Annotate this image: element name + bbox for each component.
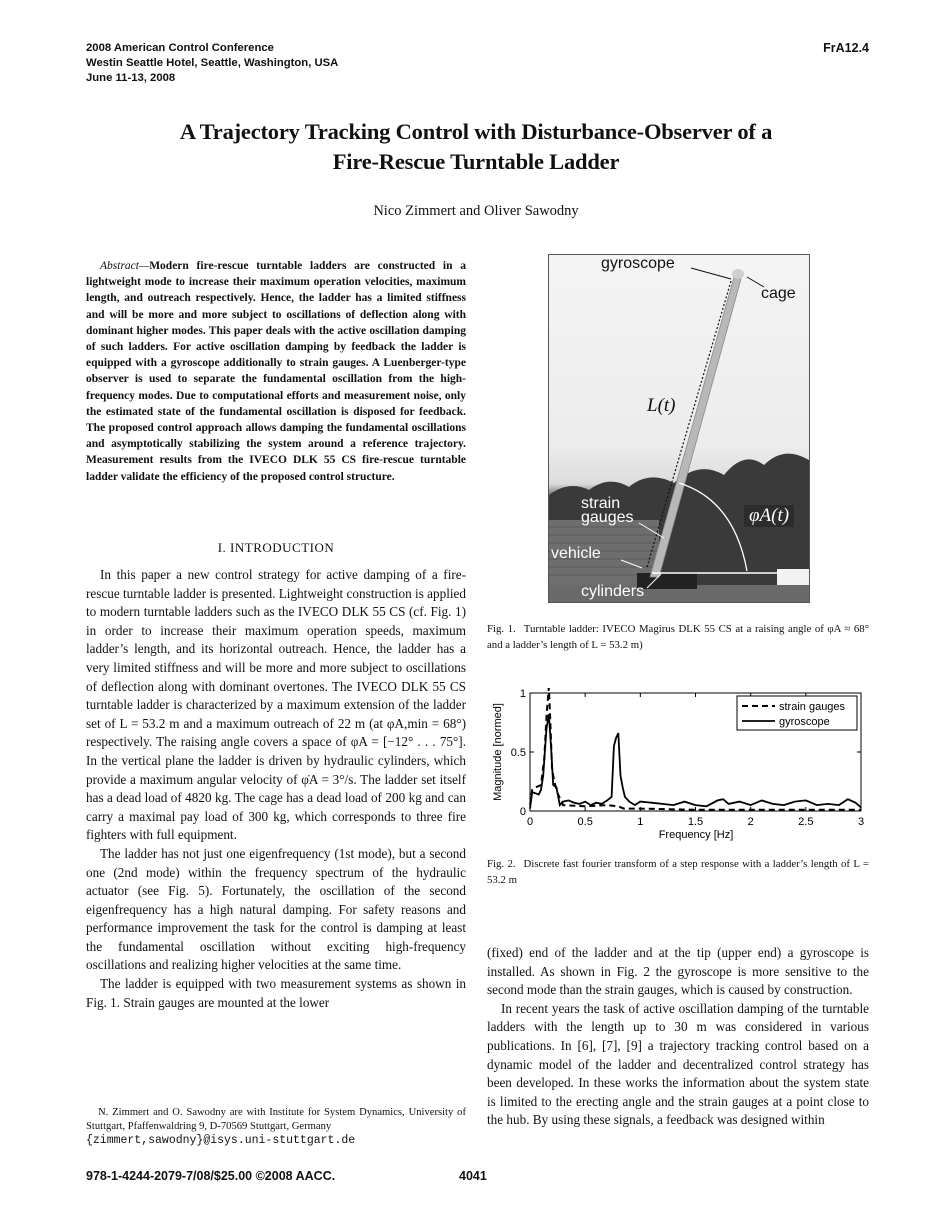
svg-text:1: 1 bbox=[519, 688, 526, 700]
paragraph: In recent years the task of active oscillation damping of the turntable ladders with the length up to 30 m was considered in various publications. In [6], [7], [9] a trajectory tracking control based on a dynamic model of the ladder and decentralized control strategy has been developed. In these works the information about the system state is limited to the erecting angle and the strain gauges at a point close to the hub. By using these signals, a feedback was designed within bbox=[487, 1000, 869, 1128]
legend bbox=[737, 696, 857, 730]
svg-text:1.5: 1.5 bbox=[687, 816, 704, 828]
right-column-body bbox=[487, 944, 869, 1130]
figure-1-caption-text: Turntable ladder: IVECO Magirus DLK 55 CS at a raising angle of φA ≈ 68° and a ladder’s length of L = 53.2 m) bbox=[487, 623, 869, 651]
figure-2-number: Fig. 2. bbox=[487, 858, 516, 870]
conference-name: 2008 American Control Conference bbox=[86, 42, 274, 54]
paragraph: The ladder is equipped with two measurement systems as shown in Fig. 1. Strain gauges are mounted at the lower bbox=[86, 976, 466, 1010]
label-angle: φA(t) bbox=[744, 505, 794, 527]
figure-2-chart bbox=[487, 688, 872, 843]
session-id: FrA12.4 bbox=[823, 41, 869, 55]
abstract-lead: Abstract— bbox=[100, 260, 150, 272]
svg-text:Magnitude [normed]: Magnitude [normed] bbox=[492, 703, 504, 801]
label-cylinders: cylinders bbox=[581, 583, 645, 600]
svg-text:0: 0 bbox=[526, 816, 534, 828]
figure-1-photo bbox=[548, 254, 810, 603]
label-strain-gauges bbox=[581, 497, 634, 525]
introduction-body bbox=[86, 566, 466, 1012]
abstract bbox=[86, 258, 466, 485]
footnote-text: N. Zimmert and O. Sawodny are with Institute for System Dynamics, University of Stuttgart, Pfaffenwaldring 9, D-70569 Stuttgart, Germany bbox=[86, 1107, 466, 1132]
author-footnote bbox=[86, 1106, 466, 1148]
svg-text:gyroscope: gyroscope bbox=[779, 716, 830, 728]
footnote-email[interactable]: {zimmert,sawodny}@isys.uni-stuttgart.de bbox=[86, 1134, 356, 1147]
title-line-1: A Trajectory Tracking Control with Disturbance-Observer of a bbox=[179, 119, 773, 144]
label-length: L(t) bbox=[647, 395, 676, 416]
figure-1-number: Fig. 1. bbox=[487, 623, 516, 635]
svg-text:0.5: 0.5 bbox=[577, 816, 593, 828]
label-strain-line1: strain bbox=[581, 495, 621, 512]
svg-text:3: 3 bbox=[857, 816, 865, 828]
label-strain-line2: gauges bbox=[581, 509, 634, 526]
conference-header bbox=[86, 41, 338, 86]
figure-1-caption bbox=[487, 622, 869, 653]
label-vehicle: vehicle bbox=[551, 545, 601, 562]
figure-2-caption-text: Discrete fast fourier transform of a step response with a ladder’s length of L = 53.2 m bbox=[487, 858, 869, 886]
abstract-text: Modern fire-rescue turntable ladders are constructed in a lightweight mode to increase their maximum operation velocities, maximum length, and outreach respectively. Hence, the ladder has a limited stiffness and will be more and more subject to oscillations of deflection along with dominant higher modes. This paper deals with the active oscillation damping of such ladders. For active oscillation damping by feedback the ladder is equipped with a gyroscope additionally to strain gauges. A Luenberger-type observer is used to separate the fundamental oscillation from the high-frequency modes. Due to computational efforts and measurement noise, only the estimated state of the fundamental oscillation is disposed for feedback. The proposed control approach allows damping the fundamental oscillations and asymptotically stabilizing the system around a reference trajectory. Measurement results from the IVECO DLK 55 CS fire-rescue turntable ladder validate the efficiency of the proposed control structure. bbox=[86, 260, 466, 483]
title-line-2: Fire-Rescue Turntable Ladder bbox=[332, 149, 620, 174]
conference-date: June 11-13, 2008 bbox=[86, 72, 176, 84]
svg-text:2: 2 bbox=[747, 816, 754, 828]
svg-text:1: 1 bbox=[637, 816, 644, 828]
label-cage: cage bbox=[761, 285, 796, 302]
section-heading-introduction: I. INTRODUCTION bbox=[217, 540, 335, 555]
paper-title bbox=[86, 117, 866, 177]
paragraph: (fixed) end of the ladder and at the tip (upper end) a gyroscope is installed. As shown in Fig. 2 the gyroscope is more sensitive to the second mode than the strain gauges, which is caused by construction. bbox=[487, 945, 869, 998]
label-gyroscope: gyroscope bbox=[601, 255, 675, 272]
figure-2-caption bbox=[487, 857, 869, 888]
svg-text:0.5: 0.5 bbox=[510, 747, 526, 759]
conference-venue: Westin Seattle Hotel, Seattle, Washington, USA bbox=[86, 57, 339, 69]
authors: Nico Zimmert and Oliver Sawodny bbox=[373, 203, 579, 219]
svg-text:Frequency [Hz]: Frequency [Hz] bbox=[658, 829, 734, 841]
svg-text:0: 0 bbox=[519, 806, 526, 818]
paragraph: The ladder has not just one eigenfrequency (1st mode), but a second one (2nd mode) within the frequency spectrum of the hydraulic actuator (see Fig. 5). Fortunately, the oscillation of the second eigenfrequency has a high natural damping. For safety reasons and performance improvement the task for the control is damping at least the fundamental oscillation without exciting high-frequency oscillations and realizing higher velocities at the same time. bbox=[86, 845, 466, 973]
copyright-footer: 978-1-4244-2079-7/08/$25.00 ©2008 AACC. bbox=[86, 1169, 336, 1183]
paragraph: In this paper a new control strategy for active damping of a fire-rescue turntable ladder is presented. Lightweight construction is applied to modern turntable ladders such as the IVECO DLK 55 CS (cf. Fig. 1) in order to increase their maximum operation speeds, maximum ladder’s length, and its horizontal outreach. Hence, the ladder has a very limited stiffness and will be more and more subject to oscillations of deflection along with dominant overtones. The IVECO DLK 55 CS turntable ladder is characterized by a maximum extension of the ladder set of L = 53.2 m and a maximum outreach of 22 m (at φA,min = 68°) respectively. The raising angle covers a space of φA = [−12° . . . 75°]. In the vertical plane the ladder is driven by hydraulic cylinders, which provide a maximum angular velocity of φ̇A = 3°/s. The ladder set itself has a dead load of 4820 kg. The cage has a dead load of 200 kg and can carry a maximal pay load of 300 kg, which corresponds to three fire fighters with full equipment. bbox=[86, 567, 466, 843]
svg-text:2.5: 2.5 bbox=[798, 816, 814, 828]
page-number: 4041 bbox=[459, 1169, 487, 1183]
fft-plot bbox=[487, 688, 872, 843]
svg-text:strain gauges: strain gauges bbox=[779, 701, 846, 713]
